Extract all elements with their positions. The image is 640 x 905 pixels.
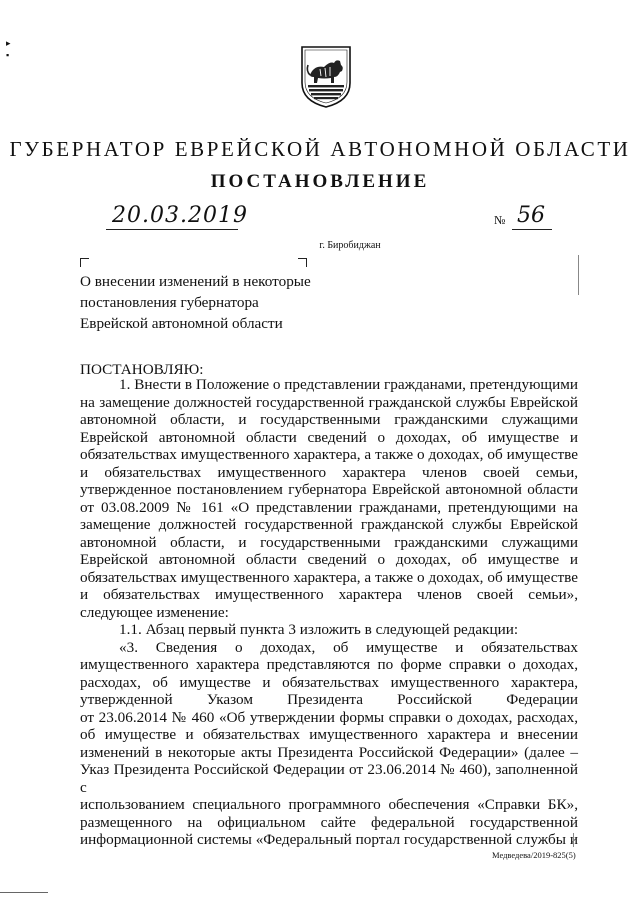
body-line: обязательствах имущественного характера, а также о доходах, об имуществе <box>80 568 578 586</box>
body-line: имущественного характера представляются по форме справки о доходах, <box>80 656 578 673</box>
body-line: утвержденной Указом Президента Российской Федерации <box>80 691 578 708</box>
number-label: № <box>494 213 506 227</box>
issuing-authority: ГУБЕРНАТОР ЕВРЕЙСКОЙ АВТОНОМНОЙ ОБЛАСТИ <box>9 137 631 161</box>
decree-date: 20.03.2019 <box>112 203 248 228</box>
body-line: Еврейской автономной области сведений о доходах, об имуществе и <box>80 551 578 568</box>
body-line: и обязательствах имущественного характера членов своей семьи», <box>80 586 578 603</box>
body-line: об имуществе и обязательствах имущественного характера и внесении <box>80 726 578 743</box>
body-line: на замещение должностей государственной гражданской службы Еврейской <box>80 393 578 411</box>
body-line: утвержденное постановлением губернатора Еврейской автономной области <box>80 481 578 498</box>
subject-line: О внесении изменений в некоторые <box>80 273 311 290</box>
body-line: замещение должностей государственной гражданской службы Еврейской <box>80 516 578 533</box>
decree-subject <box>80 271 380 334</box>
date-underline <box>106 229 238 230</box>
tiger-emblem-icon <box>300 45 352 109</box>
document-footer-code: Медведева/2019-825(5) <box>492 850 576 860</box>
coat-of-arms-emblem <box>300 45 352 109</box>
resolve-heading: ПОСТАНОВЛЯЮ: <box>80 361 204 378</box>
decree-number: 56 <box>517 203 545 228</box>
city-name: г. Биробиджан <box>319 240 381 251</box>
subject-bracket-left <box>80 258 89 267</box>
body-line: автономной области, и государственными гражданскими служащими <box>80 533 578 551</box>
body-line: от 23.06.2014 № 460 «Об утверждении формы справки о доходах, расходах, <box>80 708 578 726</box>
margin-line <box>578 255 579 295</box>
body-line: 1. Внести в Положение о представлении гражданами, претендующими <box>119 376 578 393</box>
body-line: изменений в некоторые акты Президента Российской Федерации» (далее – <box>80 743 578 761</box>
body-line: Указ Президента Российской Федерации от 23.06.2014 № 460), заполненной с <box>80 761 578 796</box>
number-underline <box>512 229 552 230</box>
body-line: размещенного на официальном сайте федеральной государственной <box>80 813 578 831</box>
subject-line: постановления губернатора <box>80 294 259 311</box>
body-line: 1.1. Абзац первый пункта 3 изложить в следующей редакции: <box>119 621 519 638</box>
subject-line: Еврейской автономной области <box>80 315 283 332</box>
body-line: следующее изменение: <box>80 603 229 621</box>
body-line: информационной системы «Федеральный портал государственной службы и <box>80 831 578 848</box>
margin-line <box>573 833 574 847</box>
decree-body <box>80 376 578 849</box>
body-line: Еврейской автономной области сведений о доходах, об имуществе и <box>80 428 578 446</box>
body-line: «3. Сведения о доходах, об имуществе и обязательствах <box>119 638 578 656</box>
subject-bracket-right <box>298 258 307 267</box>
body-line: использованием специального программного обеспечения «Справки БК», <box>80 796 578 813</box>
body-line: и обязательствах имущественного характера членов своей семьи, <box>80 463 578 481</box>
scan-edge-mark <box>0 892 48 893</box>
body-line: расходах, об имуществе и обязательствах имущественного характера, <box>80 673 578 691</box>
body-line: обязательствах имущественного характера, а также о доходах, об имуществе <box>80 446 578 463</box>
body-line: автономной области, и государственными гражданскими служащими <box>80 411 578 428</box>
margin-mark: ▪ <box>6 50 10 60</box>
body-line: от 03.08.2009 № 161 «О представлении гражданами, претендующими на <box>80 498 578 516</box>
document-type: ПОСТАНОВЛЕНИЕ <box>210 171 430 192</box>
margin-mark: ▸ <box>6 38 11 48</box>
